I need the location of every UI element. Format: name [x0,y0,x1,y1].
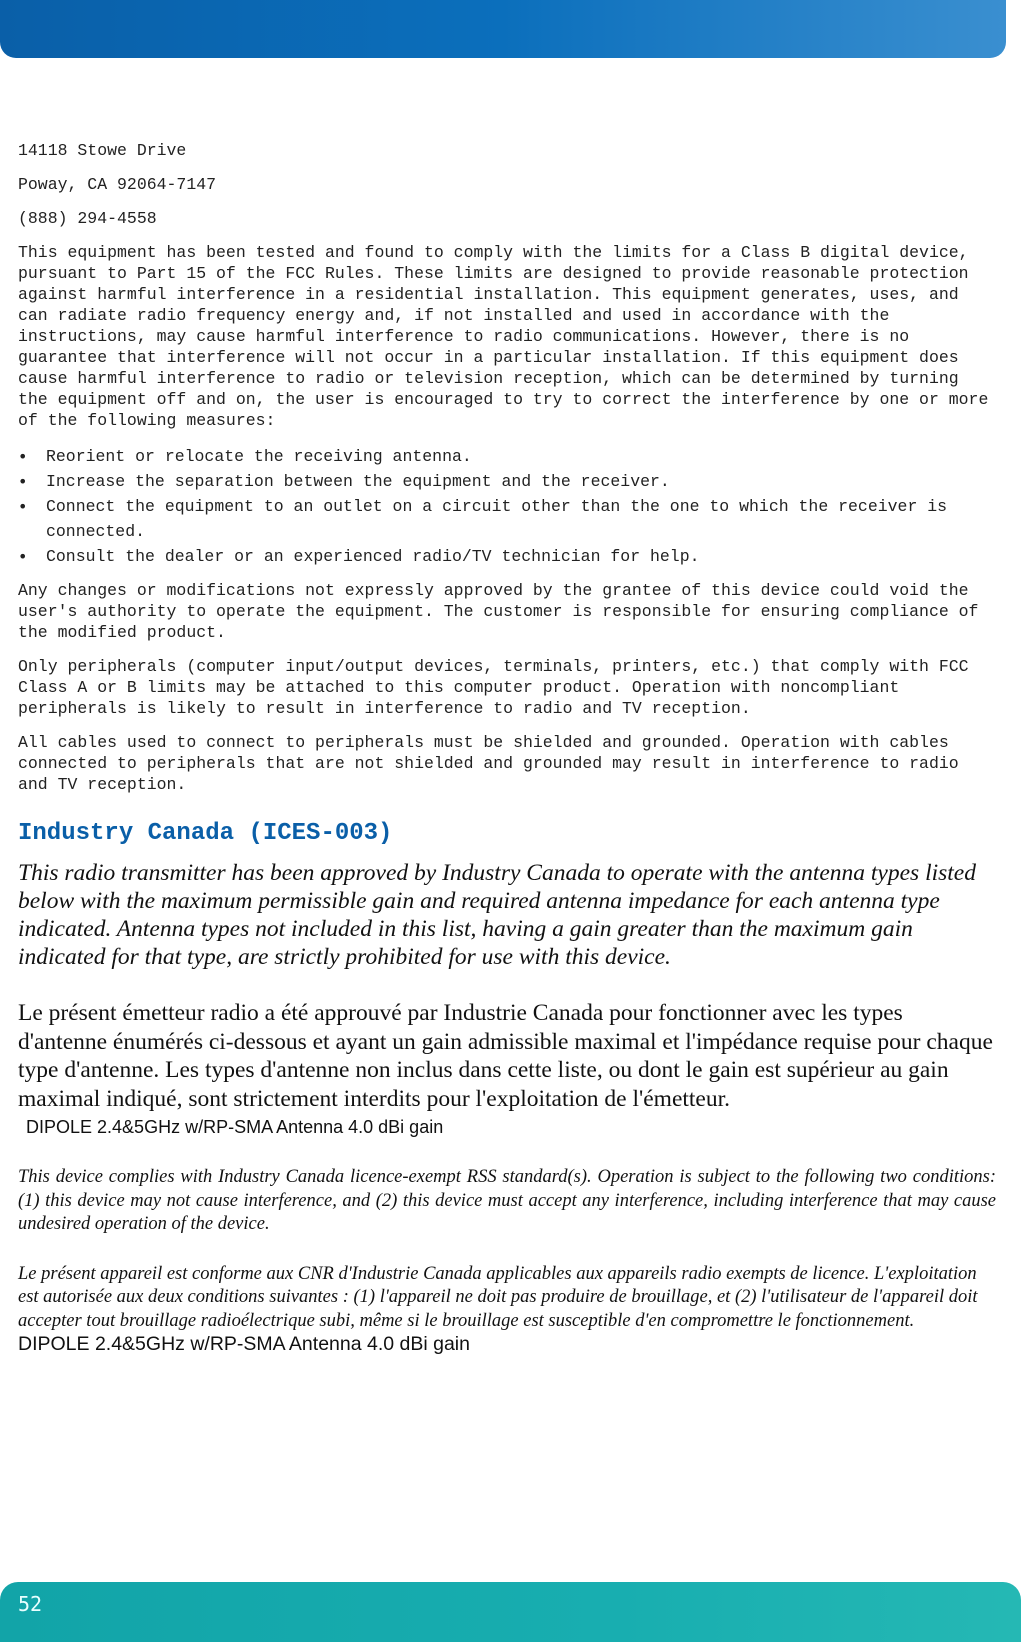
list-item [18,469,996,494]
list-item [18,444,996,469]
bullet-icon: • [18,447,28,466]
fcc-intro-paragraph: This equipment has been tested and found to comply with the limits for a Class B digital device, pursuant to Part 15 of the FCC Rules. These limits are designed to provide reasonable protection against harmful interference in a residential installation. This equipment generates, uses, and can radiate radio frequency energy and, if not installed and used in accordance with the instructions, may cause harmful interference to radio communications. However, there is no guarantee that interference will not occur in a particular installation. If this equipment does cause harmful interference to radio or television reception, which can be determined by turning the equipment off and on, the user is encouraged to try to correct the interference by one or more of the following measures: [18,243,989,430]
header-band [0,0,1006,58]
bullet-icon: • [18,472,28,491]
antenna-spec-2: DIPOLE 2.4&5GHz w/RP-SMA Antenna 4.0 dBi gain [18,1333,470,1355]
canada-compliance-french: Le présent appareil est conforme aux CNR d'Industrie Canada applicables aux appareils radio exempts de licence. L'exploitation est autorisée aux deux conditions suivantes : (1) l'appareil ne doit pas produire de brouillage, et (2) l'utilisateur de l'appareil doit accepter tout brouillage radioélectrique subi, même si le brouillage est susceptible d'en compromettre le fonctionnement. [18,1263,978,1331]
measure-text: Consult the dealer or an experienced radio/TV technician for help. [46,547,700,566]
footer-band [0,1582,1021,1642]
canada-compliance-english: This device complies with Industry Canada licence-exempt RSS standard(s). Operation is subject to the following two conditions: (1) this device may not cause interference, and (2) this device must accept any interference, including interference that may cause undesired operation of the device. [18,1167,996,1234]
fcc-measures-list [18,444,996,569]
fcc-peripherals-paragraph: Only peripherals (computer input/output devices, terminals, printers, etc.) that comply with FCC Class A or B limits may be attached to this computer product. Operation with noncompliant peripherals is likely to result in interference to radio and TV reception. [18,657,969,718]
address-phone: (888) 294-4558 [18,209,157,228]
bullet-icon: • [18,497,28,516]
list-item [18,494,996,544]
page-number: 52 [18,1592,43,1616]
canada-approval-english: This radio transmitter has been approved by Industry Canada to operate with the antenna types listed below with the maximum permissible gain and required antenna impedance for each antenna type indicated. Antenna types not included in this list, having a gain greater than the maximum gain indicated for that type, are strictly prohibited for use with this device. [18,860,976,970]
address-city: Poway, CA 92064-7147 [18,175,217,194]
section-heading: Industry Canada (ICES-003) [18,820,393,847]
fcc-cables-paragraph: All cables used to connect to peripherals must be shielded and grounded. Operation with cables connected to peripherals that are not shielded and grounded may result in interference to radio and TV reception. [18,733,959,794]
canada-approval-french: Le présent émetteur radio a été approuvé par Industrie Canada pour fonctionner avec les types d'antenne énumérés ci-dessous et ayant un gain admissible maximal et l'impédance requise pour chaque type d'antenne. Les types d'antenne non inclus dans cette liste, ou dont le gain est supérieur au gain maximal indiqué, sont strictement interdits pour l'exploitation de l'émetteur. [18,1000,993,1112]
bullet-icon: • [18,547,28,566]
measure-text: Reorient or relocate the receiving antenna. [46,447,472,466]
measure-text: Connect the equipment to an outlet on a circuit other than the one to which the receiver is connected. [46,497,948,541]
page-content [18,140,996,1356]
address-street: 14118 Stowe Drive [18,141,187,160]
fcc-changes-paragraph: Any changes or modifications not expressly approved by the grantee of this device could void the user's authority to operate the equipment. The customer is responsible for ensuring compliance of the modified product. [18,581,979,642]
antenna-spec-1: DIPOLE 2.4&5GHz w/RP-SMA Antenna 4.0 dBi gain [26,1117,444,1137]
list-item [18,544,996,569]
measure-text: Increase the separation between the equipment and the receiver. [46,472,670,491]
